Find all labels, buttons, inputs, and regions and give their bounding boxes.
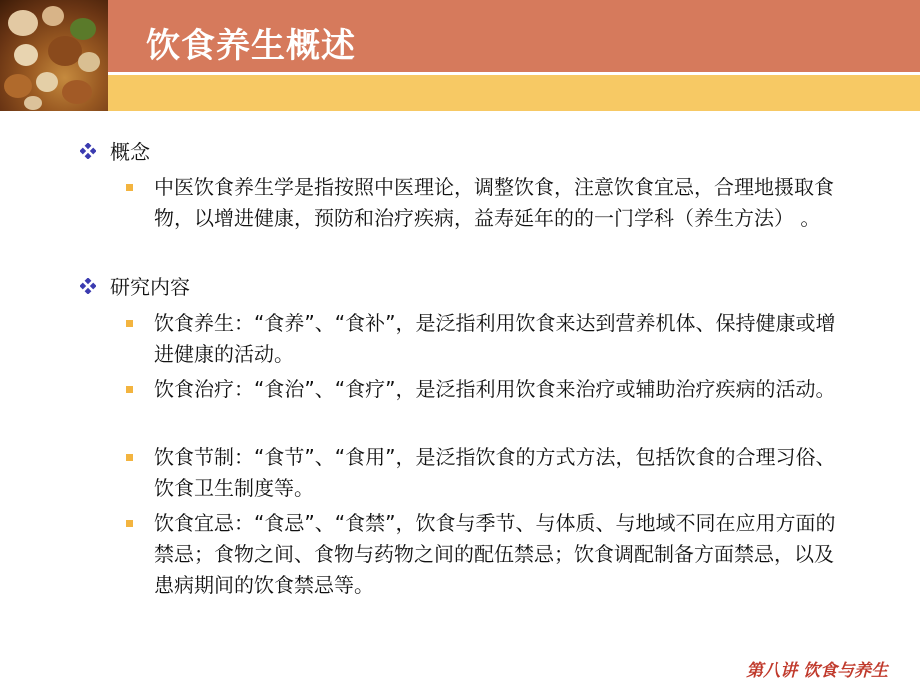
diamond-bullet-icon xyxy=(80,278,96,294)
list-item xyxy=(126,442,856,504)
list-item-text: 饮食节制：“食节”、“食用”，是泛指饮食的方式方法，包括饮食的合理习俗、饮食卫生制度等。 xyxy=(154,445,836,500)
section-heading-concept xyxy=(80,136,150,165)
square-bullet-icon xyxy=(126,320,133,327)
square-bullet-icon xyxy=(126,184,133,191)
section-heading-label: 研究内容 xyxy=(110,275,190,299)
list-item xyxy=(126,308,856,370)
square-bullet-icon xyxy=(126,454,133,461)
list-item-text: 饮食养生：“食养”、“食补”，是泛指利用饮食来达到营养机体、保持健康或增进健康的活动。 xyxy=(154,311,836,366)
list-item xyxy=(126,374,856,405)
list-item xyxy=(126,172,856,234)
slide-title: 饮食养生概述 xyxy=(146,26,356,66)
list-item-text: 中医饮食养生学是指按照中医理论，调整饮食，注意饮食宜忌，合理地摄取食物，以增进健康，预防和治疗疾病，益寿延年的的一门学科（养生方法） 。 xyxy=(154,175,834,230)
square-bullet-icon xyxy=(126,386,133,393)
square-bullet-icon xyxy=(126,520,133,527)
footer-lecture-label: 第八讲 饮食与养生 xyxy=(746,661,888,681)
list-item xyxy=(126,508,856,601)
list-item-text: 饮食宜忌：“食忌”、“食禁”，饮食与季节、与体质、与地域不同在应用方面的禁忌；食物之间、食物与药物之间的配伍禁忌；饮食调配制备方面禁忌，以及患病期间的饮食禁忌等。 xyxy=(154,511,836,597)
section-heading-research xyxy=(80,271,190,300)
section-heading-label: 概念 xyxy=(110,140,150,164)
list-item-text: 饮食治疗：“食治”、“食疗”，是泛指利用饮食来治疗或辅助治疗疾病的活动。 xyxy=(154,377,836,401)
diamond-bullet-icon xyxy=(80,143,96,159)
